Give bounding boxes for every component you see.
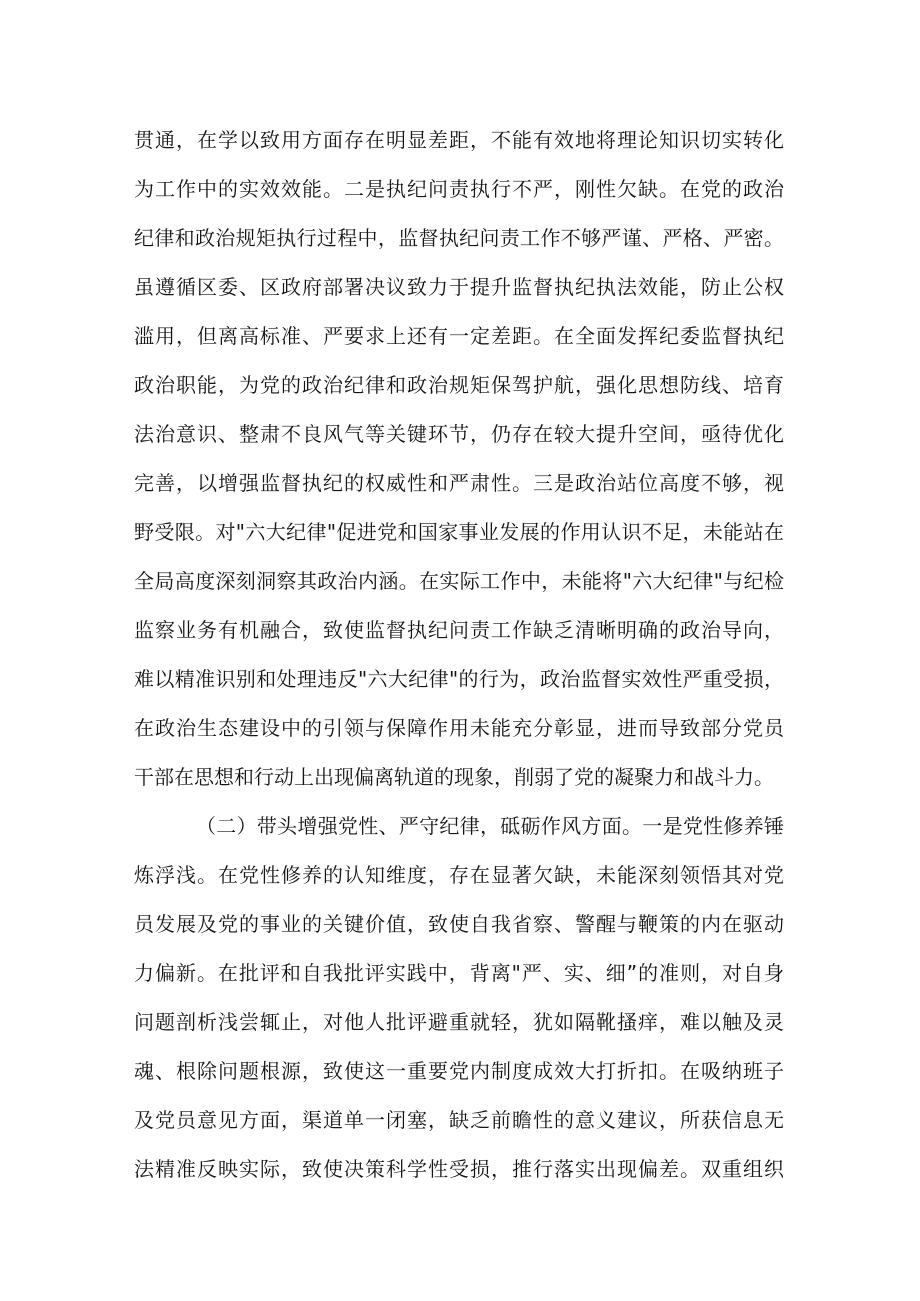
text-line: 贯通，在学以致用方面存在明显差距，不能有效地将理论知识切实转化 [134, 128, 784, 152]
text-line: 滥用，但离高标准、严要求上还有一定差距。在全面发挥纪委监督执纪 [134, 324, 784, 348]
text-line: 监察业务有机融合，致使监督执纪问责工作缺乏清晰明确的政治导向， [134, 618, 784, 642]
text-line: 法治意识、整肃不良风气等关键环节，仍存在较大提升空间，亟待优化 [134, 422, 784, 446]
text-line: 魂、根除问题根源，致使这一重要党内制度成效大打折扣。在吸纳班子 [134, 1059, 784, 1083]
text-line: 完善，以增强监督执纪的权威性和严肃性。三是政治站位高度不够，视 [134, 471, 784, 495]
text-line: 及党员意见方面，渠道单一闭塞，缺乏前瞻性的意义建议，所获信息无 [134, 1108, 784, 1132]
body-text [134, 116, 784, 1194]
text-line: 在政治生态建设中的引领与保障作用未能充分彰显，进而导致部分党员 [134, 716, 784, 740]
text-line: 难以精准识别和处理违反"六大纪律"的行为，政治监督实效性严重受损， [134, 667, 784, 691]
text-line: 员发展及党的事业的关键价值，致使自我省察、警醒与鞭策的内在驱动 [134, 912, 784, 936]
text-line: 为工作中的实效效能。二是执纪问责执行不严，刚性欠缺。在党的政治 [134, 177, 784, 201]
paragraph-end-line: 干部在思想和行动上出现偏离轨道的现象，削弱了党的凝聚力和战斗力。 [134, 765, 774, 789]
text-line: 政治职能，为党的政治纪律和政治规矩保驾护航，强化思想防线、培育 [134, 373, 784, 397]
text-line: 野受限。对"六大纪律"促进党和国家事业发展的作用认识不足，未能站在 [134, 520, 784, 544]
section-heading-line: （二）带头增强党性、严守纪律，砥砺作风方面。一是党性修养锤 [196, 814, 784, 838]
text-line: 问题剖析浅尝辄止，对他人批评避重就轻，犹如隔靴搔痒，难以触及灵 [134, 1010, 784, 1034]
text-line: 炼浮浅。在党性修养的认知维度，存在显著欠缺，未能深刻领悟其对党 [134, 863, 784, 887]
text-line: 力偏新。在批评和自我批评实践中，背离"严、实、细”的准则，对自身 [134, 961, 784, 985]
text-line: 纪律和政治规矩执行过程中，监督执纪问责工作不够严谨、严格、严密。 [134, 226, 784, 250]
text-line: 全局高度深刻洞察其政治内涵。在实际工作中，未能将"六大纪律"与纪检 [134, 569, 784, 593]
text-line: 虽遵循区委、区政府部署决议致力于提升监督执纪执法效能，防止公权 [134, 275, 784, 299]
text-line: 法精准反映实际，致使决策科学性受损，推行落实出现偏差。双重组织 [134, 1157, 784, 1181]
